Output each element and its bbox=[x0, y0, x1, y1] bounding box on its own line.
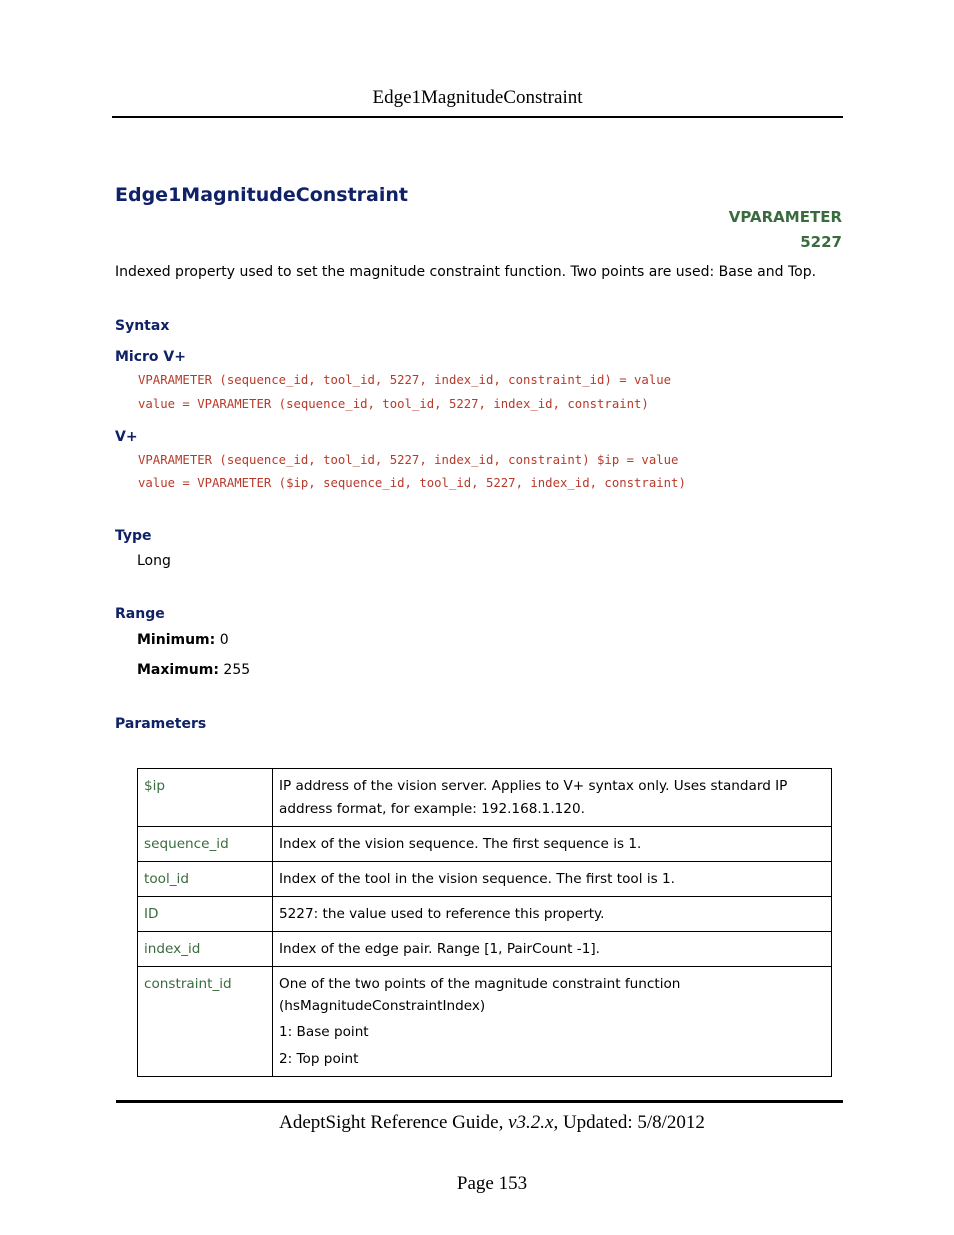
param-name: ID bbox=[138, 897, 273, 932]
page-number: Page 153 bbox=[456, 1173, 528, 1194]
code-line: value = VPARAMETER ($ip, sequence_id, tool_id, 5227, index_id, constraint) bbox=[138, 476, 686, 490]
param-name: $ip bbox=[138, 769, 273, 827]
range-maximum bbox=[137, 662, 250, 678]
running-header: Edge1MagnitudeConstraint bbox=[372, 87, 583, 108]
type-heading: Type bbox=[115, 528, 152, 544]
table-row bbox=[138, 967, 832, 1077]
description: Indexed property used to set the magnitude constraint function. Two points are used: Base and Top. bbox=[115, 264, 817, 280]
parameters-table bbox=[137, 768, 832, 1077]
vplus-heading: V+ bbox=[115, 429, 138, 445]
maximum-label: Maximum: bbox=[137, 662, 219, 678]
minimum-value: 0 bbox=[219, 632, 229, 648]
param-description: 5227: the value used to reference this property. bbox=[273, 897, 832, 932]
param-name: constraint_id bbox=[138, 967, 273, 1077]
syntax-heading: Syntax bbox=[115, 318, 170, 334]
minimum-label: Minimum: bbox=[137, 632, 216, 648]
range-heading: Range bbox=[115, 606, 165, 622]
page-title: Edge1MagnitudeConstraint bbox=[115, 184, 408, 206]
guide-version: , v3.2.x bbox=[498, 1112, 554, 1133]
parameters-heading: Parameters bbox=[115, 716, 207, 732]
footer-divider bbox=[116, 1100, 843, 1103]
param-name: index_id bbox=[138, 932, 273, 967]
param-name: sequence_id bbox=[138, 827, 273, 862]
type-value: Long bbox=[137, 553, 171, 569]
maximum-value: 255 bbox=[223, 662, 251, 678]
code-line: VPARAMETER (sequence_id, tool_id, 5227, index_id, constraint_id) = value bbox=[138, 373, 672, 387]
range-minimum bbox=[137, 632, 229, 648]
code-line: value = VPARAMETER (sequence_id, tool_id, 5227, index_id, constraint) bbox=[138, 397, 649, 411]
updated-date: , Updated: 5/8/2012 bbox=[553, 1112, 705, 1133]
footer-text bbox=[116, 1112, 868, 1134]
param-description: One of the two points of the magnitude constraint function (hsMagnitudeConstraintIndex) 1: Base point 2: Top point bbox=[273, 967, 832, 1077]
param-description: Index of the tool in the vision sequence. The first tool is 1. bbox=[273, 862, 832, 897]
table-row bbox=[138, 769, 832, 827]
table-row bbox=[138, 827, 832, 862]
vparameter-id: 5227 bbox=[800, 233, 842, 251]
vparameter-label: VPARAMETER bbox=[728, 208, 842, 226]
param-description: Index of the edge pair. Range [1, PairCount -1]. bbox=[273, 932, 832, 967]
table-row bbox=[138, 862, 832, 897]
guide-title: AdeptSight Reference Guide bbox=[279, 1112, 499, 1133]
header-divider bbox=[112, 116, 843, 118]
table-row bbox=[138, 897, 832, 932]
param-name: tool_id bbox=[138, 862, 273, 897]
code-line: VPARAMETER (sequence_id, tool_id, 5227, index_id, constraint) $ip = value bbox=[138, 453, 679, 467]
table-row bbox=[138, 932, 832, 967]
param-description: IP address of the vision server. Applies to V+ syntax only. Uses standard IP address format, for example: 192.168.1.120. bbox=[273, 769, 832, 827]
param-description: Index of the vision sequence. The first sequence is 1. bbox=[273, 827, 832, 862]
micro-vplus-heading: Micro V+ bbox=[115, 349, 186, 365]
